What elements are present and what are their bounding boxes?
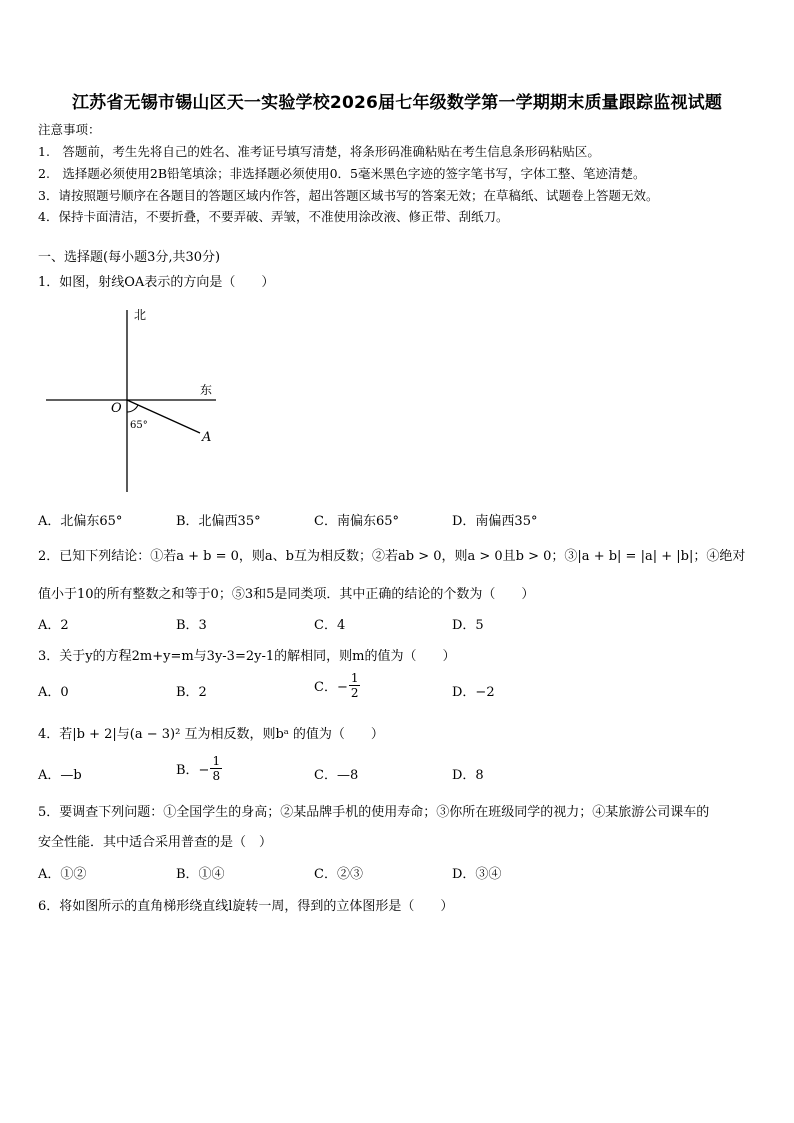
- q4-option-c: C．—8: [314, 768, 359, 783]
- q3-option-c: C．− $\frac{1}{2}$: [314, 671, 359, 700]
- q1-option-d: D．南偏西35°: [452, 514, 538, 529]
- section-heading: 一、选择题(每小题3分,共30分): [38, 250, 221, 265]
- q2-option-a: A．2: [38, 618, 69, 633]
- q5-option-b: B．①④: [176, 867, 225, 882]
- q3-option-a: A．0: [38, 685, 69, 700]
- q2-option-d: D．5: [452, 618, 484, 633]
- q1-option-a: A．北偏东65°: [38, 514, 123, 529]
- notice-heading: 注意事项：: [38, 122, 101, 137]
- compass-figure: [40, 300, 240, 495]
- q3-fraction: $\frac{1}{2}$: [350, 671, 359, 700]
- q5-option-a: A．①②: [38, 867, 87, 882]
- notice-item-2: 2. 选择题必须使用2B铅笔填涂；非选择题必须使用0．5毫米黑色字迹的签字笔书写，字体工整、笔迹清楚。: [38, 166, 646, 181]
- q4-option-b: B．− $\frac{1}{8}$: [176, 754, 221, 783]
- north-label: 北: [134, 308, 147, 322]
- page-title: 江苏省无锡市锡山区天一实验学校2026届七年级数学第一学期期末质量跟踪监视试题: [71, 93, 723, 113]
- q6-stem: 6．将如图所示的直角梯形绕直线l旋转一周，得到的立体图形是（ ）: [38, 899, 454, 914]
- q3-option-d: D．−2: [452, 685, 495, 700]
- notice-item-4: 4．保持卡面清洁，不要折叠，不要弄破、弄皱，不准使用涂改液、修正带、刮纸刀。: [38, 209, 509, 224]
- q5-line-1: 5．要调查下列问题：①全国学生的身高；②某品牌手机的使用寿命；③你所在班级同学的视力；④某旅游公司课车的: [38, 805, 710, 820]
- notice-item-1: 1. 答题前，考生先将自己的姓名、准考证号填写清楚，将条形码准确粘贴在考生信息条形码粘贴区。: [38, 144, 600, 159]
- q2-option-c: C．4: [314, 618, 346, 633]
- q4-option-a: A．—b: [38, 768, 82, 783]
- east-label: 东: [200, 383, 213, 397]
- q1-option-b: B．北偏西35°: [176, 514, 261, 529]
- q4-option-d: D．8: [452, 768, 484, 783]
- q5-option-d: D．③④: [452, 867, 502, 882]
- origin-label: O: [111, 401, 122, 416]
- q5-line-2: 安全性能．其中适合采用普查的是（ ）: [38, 835, 273, 850]
- q2-line-1: 2．已知下列结论：①若a + b = 0，则a、b互为相反数；②若ab > 0，则a > 0且b > 0；③|a + b| = |a| + |b|；④绝对: [38, 549, 746, 564]
- q5-option-c: C．②③: [314, 867, 363, 882]
- notice-item-3: 3．请按照题号顺序在各题目的答题区域内作答，超出答题区域书写的答案无效；在草稿纸、试题卷上答题无效。: [38, 188, 659, 203]
- q2-option-b: B．3: [176, 618, 207, 633]
- q1-option-c: C．南偏东65°: [314, 514, 399, 529]
- point-a-label: A: [202, 430, 212, 445]
- q3-option-b: B．2: [176, 685, 207, 700]
- angle-arc: [127, 405, 138, 412]
- angle-label: 65°: [130, 420, 148, 431]
- q3-stem: 3．关于y的方程2m+y=m与3y-3=2y-1的解相同，则m的值为（ ）: [38, 649, 456, 664]
- q4-stem: 4．若|b + 2|与(a − 3)² 互为相反数，则bᵃ 的值为（ ）: [38, 727, 384, 742]
- q1-stem: 1．如图，射线OA表示的方向是（ ）: [38, 275, 275, 290]
- q4-fraction: $\frac{1}{8}$: [212, 754, 221, 783]
- q2-line-2: 值小于10的所有整数之和等于0；⑤3和5是同类项．其中正确的结论的个数为（ ）: [38, 587, 535, 602]
